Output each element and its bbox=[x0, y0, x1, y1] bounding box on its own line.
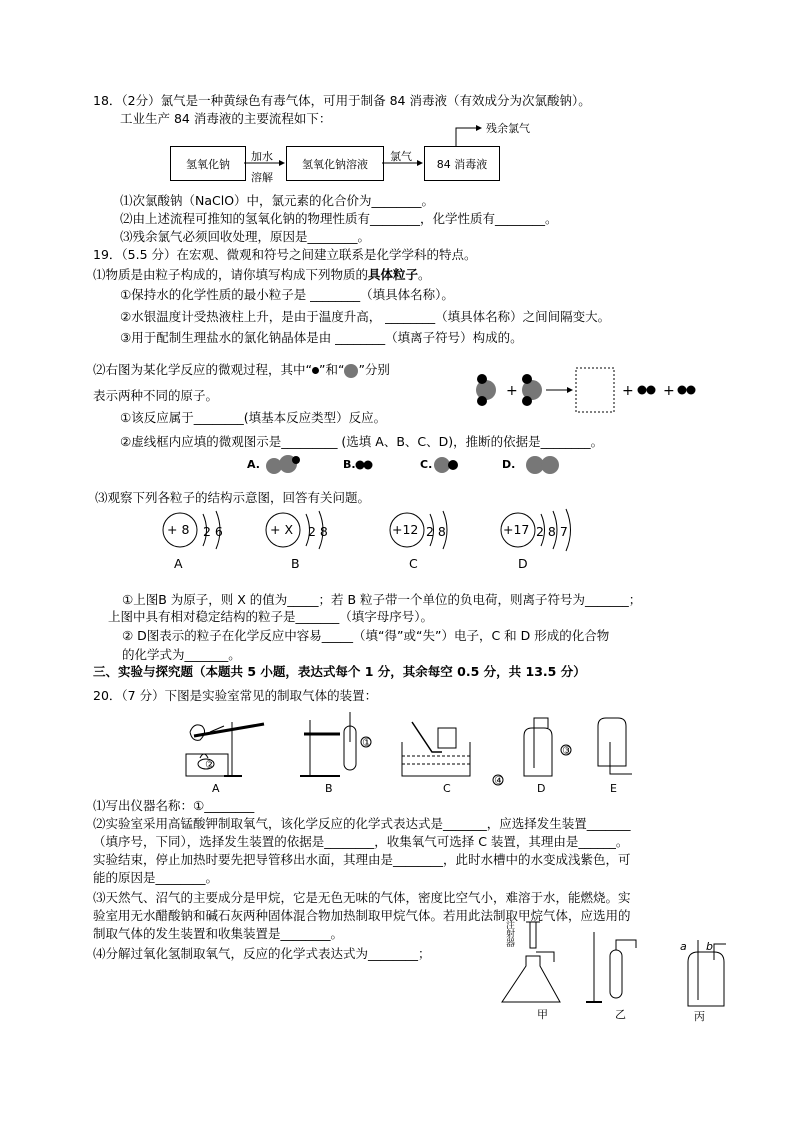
q19-part2-prompt-2: 表示两种不同的原子。 bbox=[93, 388, 219, 403]
option-d-label: D. bbox=[502, 458, 516, 471]
label-yi: 乙 bbox=[615, 1008, 626, 1021]
q20-l4: 实验结束，停止加热时要先把导管移出水面，其理由是________，此时水槽中的水变成浅紫色，可 bbox=[93, 852, 631, 867]
q19-part1-a: ⑴物质是由粒子构成的，请你填写构成下列物质的 bbox=[93, 267, 369, 282]
atom-b-nucleus: + X bbox=[270, 522, 294, 537]
flow-box-84: 84 消毒液 bbox=[424, 146, 500, 181]
q19-item2: ②水银温度计受热液柱上升，是由于温度升高， ________（填具体名称）之间间隔变大。 bbox=[120, 309, 611, 324]
atom-b-label: B bbox=[291, 556, 300, 571]
mark-4: ④ bbox=[494, 774, 504, 787]
flow-box-naoh-solution: 氢氧化钠溶液 bbox=[286, 146, 384, 181]
syringe-label: 注射器 bbox=[506, 921, 516, 949]
label-b: b bbox=[706, 940, 713, 953]
atom-a-shells: 2 6 bbox=[203, 524, 223, 539]
app-label-e: E bbox=[610, 782, 617, 795]
svg-text:+: + bbox=[663, 383, 675, 399]
q19-part1-c: 。 bbox=[418, 267, 431, 282]
apparatus-e bbox=[598, 718, 632, 774]
app-label-c: C bbox=[443, 782, 451, 795]
reaction-diagram bbox=[470, 360, 710, 420]
q20-l6: ⑶天然气、沼气的主要成分是甲烷，它是无色无味的气体，密度比空气小，难溶于水，能燃烧。实 bbox=[93, 890, 631, 905]
q19-part2-prompt bbox=[93, 362, 390, 378]
large-atom-icon bbox=[344, 364, 358, 378]
q18-sub1: ⑴次氯酸钠（NaClO）中，氯元素的化合价为________。 bbox=[120, 193, 435, 208]
label-bing: 丙 bbox=[694, 1010, 705, 1023]
flow-label-exhaust: 残余氯气 bbox=[486, 122, 530, 135]
q19-r2: ②虚线框内应填的微观图示是_________ (选填 A、B、C、D)，推断的依据是________。 bbox=[120, 434, 604, 449]
q20-heading: 20．（7 分）下图是实验室常见的制取气体的装置： bbox=[93, 688, 378, 703]
q20-l1: ⑴写出仪器名称：①________ bbox=[93, 798, 255, 813]
flow-label-dissolve: 溶解 bbox=[251, 171, 273, 184]
small-atom-icon bbox=[312, 367, 319, 374]
apparatus-b bbox=[300, 712, 371, 776]
q19-part2-c: ”分别 bbox=[358, 362, 390, 377]
atom-c-nucleus: +12 bbox=[392, 522, 419, 537]
flow-label-chlorine: 氯气 bbox=[390, 150, 412, 163]
atom-d-shells: 2 8 7 bbox=[536, 524, 568, 539]
atom-a-nucleus: + 8 bbox=[167, 522, 190, 537]
q20-l7: 验室用无水醋酸钠和碱石灰两种固体混合物加热制取甲烷气体。若用此法制取甲烷气体，应选用的 bbox=[93, 908, 631, 923]
atom-d-nucleus: +17 bbox=[503, 522, 530, 537]
atom-b-shells: 2 8 bbox=[308, 524, 328, 539]
q20-l8: 制取气体的发生装置和收集装置是________。 bbox=[93, 926, 344, 941]
q19-part1-prompt bbox=[93, 267, 431, 283]
q18-sub2: ⑵由上述流程可推知的氢氧化钠的物理性质有________，化学性质有________。 bbox=[120, 211, 558, 226]
mark-2: ② bbox=[205, 758, 215, 771]
q19-s1b: 上图中具有相对稳定结构的粒子是_______（填字母序号）。 bbox=[108, 609, 434, 624]
q19-part1-bold: 具体粒子 bbox=[368, 267, 419, 282]
apparatus-a bbox=[186, 722, 264, 776]
q19-item3: ③用于配制生理盐水的氯化钠晶体是由 ________（填离子符号）构成的。 bbox=[120, 330, 523, 345]
q20-l2: ⑵实验室采用高锰酸钾制取氧气，该化学反应的化学式表达式是_______，应选择发生装置_______ bbox=[93, 816, 631, 831]
flow-box-naoh: 氢氧化钠 bbox=[170, 146, 246, 181]
atom-d-label: D bbox=[518, 556, 528, 571]
q19-r1: ①该反应属于________(填基本反应类型）反应。 bbox=[120, 410, 387, 425]
q19-s2b: 的化学式为_______。 bbox=[122, 647, 241, 662]
q19-item1: ①保持水的化学性质的最小粒子是 ________（填具体名称）。 bbox=[120, 287, 454, 302]
option-b-label: B. bbox=[343, 458, 356, 471]
q18-intro: 工业生产 84 消毒液的主要流程如下： bbox=[120, 111, 332, 126]
atom-c-label: C bbox=[409, 556, 418, 571]
svg-text:+: + bbox=[622, 383, 634, 399]
app-label-a: A bbox=[212, 782, 220, 795]
atom-c-shells: 2 8 bbox=[426, 524, 446, 539]
q19-s2: ② D图表示的粒子在化学反应中容易_____（填“得”或“失”）电子，C 和 D 形成的化合物 bbox=[122, 628, 610, 643]
mark-1: ① bbox=[362, 736, 372, 749]
q20-l3: （填序号，下同），选择发生装置的依据是________，收集氧气可选择 C 装置，其理由是______。 bbox=[93, 834, 629, 849]
option-c-label: C. bbox=[420, 458, 433, 471]
flow-arrows bbox=[0, 0, 794, 200]
q19-heading: 19．（5.5 分）在宏观、微观和符号之间建立联系是化学学科的特点。 bbox=[93, 247, 477, 262]
flow-label-add-water: 加水 bbox=[251, 150, 273, 163]
apparatus-c bbox=[402, 722, 503, 785]
q20-l9: ⑷分解过氧化氢制取氧气，反应的化学式表达式为________； bbox=[93, 946, 431, 961]
q20-l5: 能的原因是________。 bbox=[93, 870, 219, 885]
small-apparatus bbox=[490, 922, 640, 1012]
q18-heading: 18．（2分）氯气是一种黄绿色有毒气体，可用于制备 84 消毒液（有效成分为次氯酸钠）。 bbox=[93, 93, 591, 108]
svg-text:+: + bbox=[506, 383, 518, 399]
app-label-b: B bbox=[325, 782, 333, 795]
options-molecules bbox=[260, 450, 590, 480]
q19-s1: ①上图B 为原子，则 X 的值为_____；若 B 粒子带一个单位的负电荷，则离子符号为_______； bbox=[122, 592, 642, 607]
label-jia: 甲 bbox=[537, 1008, 548, 1021]
app-label-d: D bbox=[537, 782, 546, 795]
section3-heading: 三、实验与探究题（本题共 5 小题，表达式每个 1 分，其余每空 0.5 分，共 13.5 分） bbox=[93, 664, 586, 679]
apparatus-yi bbox=[586, 932, 636, 1002]
label-a: a bbox=[680, 940, 687, 953]
q19-part2-a: ⑵右图为某化学反应的微观过程，其中“ bbox=[93, 362, 312, 377]
atom-a-label: A bbox=[174, 556, 183, 571]
q19-part3-prompt: ⑶观察下列各粒子的结构示意图，回答有关问题。 bbox=[95, 490, 371, 505]
apparatus-jia bbox=[502, 922, 560, 1002]
option-a-label: A. bbox=[247, 458, 260, 471]
q19-part2-b: ”和“ bbox=[318, 362, 345, 377]
mark-3: ③ bbox=[562, 744, 572, 757]
q18-sub3: ⑶残余氯气必须回收处理，原因是________。 bbox=[120, 229, 371, 244]
